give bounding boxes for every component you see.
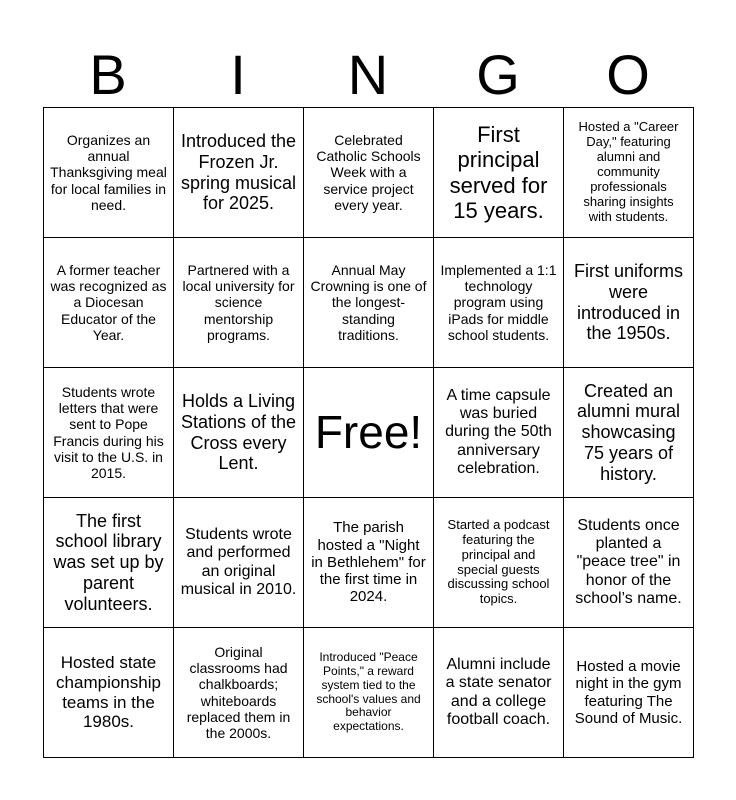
bingo-cell[interactable]: Alumni include a state senator and a college football coach.: [434, 628, 564, 758]
bingo-grid: [43, 107, 694, 758]
header-letter-b: B: [89, 43, 127, 106]
header-letter-i: I: [230, 43, 246, 106]
grid-row: [44, 238, 694, 368]
bingo-cell[interactable]: First principal served for 15 years.: [434, 108, 564, 238]
bingo-cell[interactable]: Annual May Crowning is one of the longest-standing traditions.: [304, 238, 434, 368]
header-letter-n: N: [347, 43, 389, 106]
grid-row: [44, 628, 694, 758]
bingo-cell[interactable]: Introduced the Frozen Jr. spring musical for 2025.: [174, 108, 304, 238]
bingo-cell[interactable]: First uniforms were introduced in the 1950s.: [564, 238, 694, 368]
bingo-cell[interactable]: The first school library was set up by parent volunteers.: [44, 498, 174, 628]
bingo-cell[interactable]: Partnered with a local university for science mentorship programs.: [174, 238, 304, 368]
bingo-cell[interactable]: A time capsule was buried during the 50th anniversary celebration.: [434, 368, 564, 498]
bingo-cell[interactable]: Created an alumni mural showcasing 75 years of history.: [564, 368, 694, 498]
bingo-cell[interactable]: Hosted state championship teams in the 1980s.: [44, 628, 174, 758]
grid-row: [44, 498, 694, 628]
bingo-cell[interactable]: Introduced "Peace Points," a reward system tied to the school's values and behavior expectations.: [304, 628, 434, 758]
free-space[interactable]: Free!: [304, 368, 434, 498]
bingo-cell[interactable]: Hosted a movie night in the gym featuring The Sound of Music.: [564, 628, 694, 758]
bingo-cell[interactable]: A former teacher was recognized as a Diocesan Educator of the Year.: [44, 238, 174, 368]
bingo-cell[interactable]: Started a podcast featuring the principal and special guests discussing school topics.: [434, 498, 564, 628]
bingo-cell[interactable]: Holds a Living Stations of the Cross every Lent.: [174, 368, 304, 498]
bingo-cell[interactable]: Organizes an annual Thanksgiving meal for local families in need.: [44, 108, 174, 238]
bingo-cell[interactable]: Students wrote letters that were sent to Pope Francis during his visit to the U.S. in 2015.: [44, 368, 174, 498]
header-letter-g: G: [476, 43, 520, 106]
grid-row: [44, 108, 694, 238]
bingo-cell[interactable]: Hosted a "Career Day," featuring alumni and community professionals sharing insights with students.: [564, 108, 694, 238]
bingo-cell[interactable]: Students wrote and performed an original musical in 2010.: [174, 498, 304, 628]
bingo-cell[interactable]: Original classrooms had chalkboards; whiteboards replaced them in the 2000s.: [174, 628, 304, 758]
bingo-cell[interactable]: Implemented a 1:1 technology program using iPads for middle school students.: [434, 238, 564, 368]
bingo-header: [43, 44, 693, 106]
header-letter-o: O: [606, 43, 650, 106]
bingo-cell[interactable]: Celebrated Catholic Schools Week with a service project every year.: [304, 108, 434, 238]
bingo-cell[interactable]: Students once planted a "peace tree" in honor of the school’s name.: [564, 498, 694, 628]
grid-row: [44, 368, 694, 498]
bingo-cell[interactable]: The parish hosted a "Night in Bethlehem" for the first time in 2024.: [304, 498, 434, 628]
